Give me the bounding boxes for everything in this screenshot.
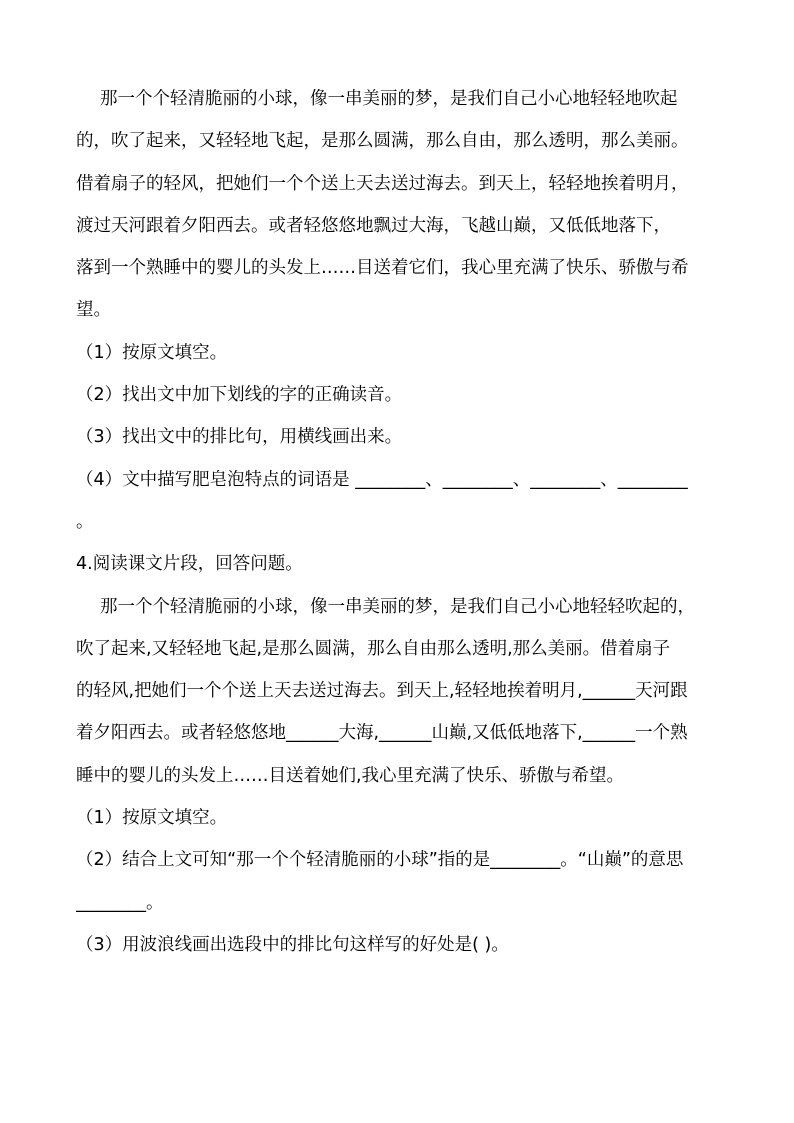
section-4-heading: 4.阅读课文片段，回答问题。 <box>76 554 303 575</box>
question-1-4: （4）文中描写肥皂泡特点的词语是 ________、________、________、________ <box>76 469 688 490</box>
passage2-line: 吹了起来,又轻轻地飞起,是那么圆满，那么自由那么透明,那么美丽。借着扇子 <box>76 638 671 659</box>
passage1-line: 望。 <box>76 300 111 321</box>
passage1-line: 的，吹了起来，又轻轻地飞起，是那么圆满，那么自由，那么透明，那么美丽。 <box>76 131 689 152</box>
passage2-line: 睡中的婴儿的头发上……目送着她们,我心里充满了快乐、骄傲与希望。 <box>76 765 625 786</box>
question-2-3: （3）用波浪线画出选段中的排比句这样写的好处是( )。 <box>76 934 509 955</box>
passage1-line: 落到一个熟睡中的婴儿的头发上……目送着它们，我心里充满了快乐、骄傲与希 <box>76 258 689 279</box>
question-1-3: （3）找出文中的排比句，用横线画出来。 <box>76 427 403 448</box>
passage1-line: 渡过天河跟着夕阳西去。或者轻悠悠地飘过大海，飞越山巅，又低低地落下， <box>76 215 671 236</box>
document-page <box>76 78 720 966</box>
passage2-line: 那一个个轻清脆丽的小球，像一串美丽的梦，是我们自己小心地轻轻吹起的， <box>100 596 695 617</box>
passage2-line: 着夕阳西去。或者轻悠悠地______大海,______山巅,又低低地落下,______一个熟 <box>76 723 688 744</box>
passage1-line: 那一个个轻清脆丽的小球，像一串美丽的梦，是我们自己小心地轻轻地吹起 <box>100 89 678 109</box>
question-2-1: （1）按原文填空。 <box>76 808 228 829</box>
question-1-4-end: 。 <box>76 511 94 532</box>
question-2-2: （2）结合上文可知“那一个个轻清脆丽的小球”指的是________。“山巅”的意思 <box>76 850 684 871</box>
passage1-line: 借着扇子的轻风，把她们一个个送上天去送过海去。到天上，轻轻地挨着明月， <box>76 173 689 194</box>
question-1-1: （1）按原文填空。 <box>76 342 228 363</box>
question-2-2-end: ________。 <box>76 892 164 913</box>
passage2-line: 的轻风,把她们一个个送上天去送过海去。到天上,轻轻地挨着明月,______天河跟 <box>76 681 688 702</box>
question-1-2: （2）找出文中加下划线的字的正确读音。 <box>76 385 403 406</box>
